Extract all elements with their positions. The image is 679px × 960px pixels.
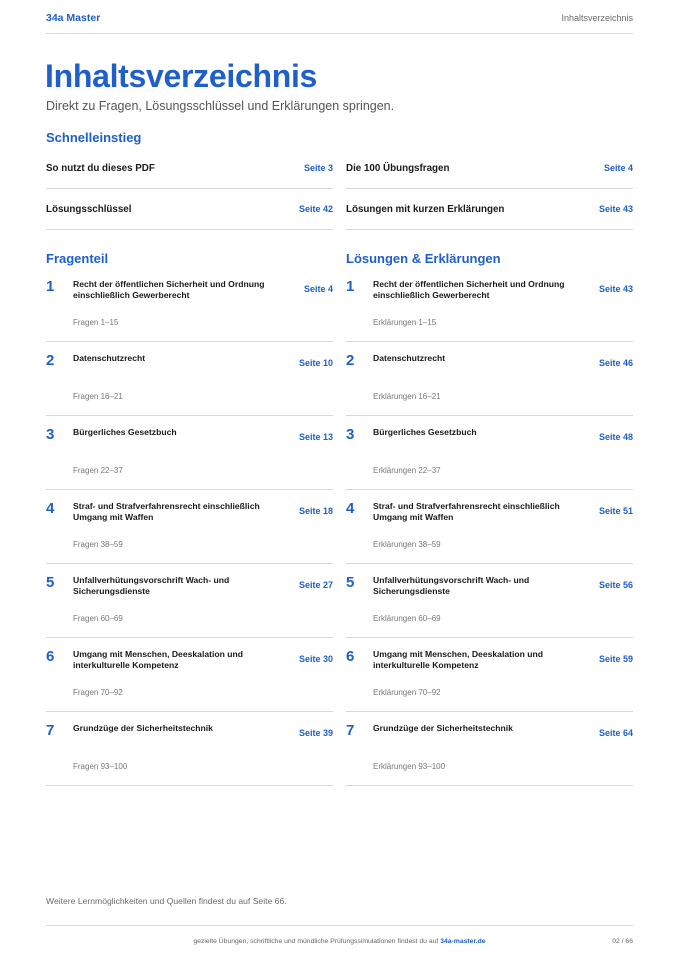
chapter-number: 6 — [346, 648, 355, 665]
chapter-number: 5 — [346, 574, 355, 591]
chapter-range: Erklärungen 93–100 — [373, 762, 446, 771]
chapter-page-link[interactable]: Seite 39 — [298, 728, 333, 738]
page-header — [46, 12, 633, 34]
fragen-heading: Fragenteil — [46, 251, 109, 266]
footer-link[interactable]: 34a-master.de — [440, 938, 486, 945]
chapter-range: Fragen 93–100 — [73, 762, 128, 771]
page-title: Inhaltsverzeichnis — [45, 58, 318, 94]
quick-link-page[interactable]: Seite 4 — [603, 163, 633, 173]
chapter-page-link[interactable]: Seite 51 — [598, 506, 633, 516]
chapter-page-link[interactable]: Seite 48 — [598, 432, 633, 442]
fragen-list — [46, 268, 333, 786]
chapter-row[interactable] — [346, 564, 633, 638]
chapter-number: 3 — [346, 426, 355, 443]
quick-link-label: So nutzt du dieses PDF — [46, 162, 155, 174]
chapter-number: 6 — [46, 648, 55, 665]
chapter-row[interactable] — [46, 268, 333, 342]
chapter-row[interactable] — [346, 342, 633, 416]
chapter-page-link[interactable]: Seite 64 — [598, 728, 633, 738]
chapter-number: 2 — [346, 352, 355, 369]
quick-link[interactable] — [46, 148, 333, 189]
loesungen-list — [346, 268, 633, 786]
chapter-page-link[interactable]: Seite 13 — [298, 432, 333, 442]
quick-link-page[interactable]: Seite 42 — [298, 204, 333, 214]
chapter-title: Recht der öffentlichen Sicherheit und Ordnung einschließlich Gewerberecht — [73, 279, 265, 300]
chapter-number: 7 — [46, 722, 55, 739]
chapter-row[interactable] — [46, 416, 333, 490]
quick-link[interactable] — [346, 189, 633, 230]
chapter-row[interactable] — [346, 416, 633, 490]
quick-link-label: Lösungsschlüssel — [46, 203, 132, 215]
quick-link-label: Die 100 Übungsfragen — [346, 162, 450, 174]
chapter-range: Fragen 60–69 — [73, 614, 123, 623]
quick-link[interactable] — [46, 189, 333, 230]
quick-heading: Schnelleinstieg — [46, 130, 142, 145]
chapter-row[interactable] — [346, 268, 633, 342]
chapter-number: 1 — [346, 278, 355, 295]
chapter-title: Recht der öffentlichen Sicherheit und Ordnung einschließlich Gewerberecht — [373, 279, 565, 300]
chapter-page-link[interactable]: Seite 18 — [298, 506, 333, 516]
page-footer — [46, 925, 633, 949]
chapter-page-link[interactable]: Seite 30 — [298, 654, 333, 664]
quick-links-left — [46, 148, 333, 230]
chapter-range: Fragen 16–21 — [73, 392, 123, 401]
chapter-row[interactable] — [46, 342, 333, 416]
footnote: Weitere Lernmöglichkeiten und Quellen findest du auf Seite 66. — [46, 896, 287, 906]
header-section-label: Inhaltsverzeichnis — [561, 13, 633, 23]
chapter-title: Bürgerliches Gesetzbuch — [373, 427, 477, 437]
quick-link-page[interactable]: Seite 3 — [303, 163, 333, 173]
chapter-title: Grundzüge der Sicherheitstechnik — [373, 723, 513, 733]
chapter-page-link[interactable]: Seite 46 — [598, 358, 633, 368]
chapter-range: Erklärungen 38–59 — [373, 540, 441, 549]
quick-link-label: Lösungen mit kurzen Erklärungen — [346, 203, 505, 215]
chapter-row[interactable] — [46, 712, 333, 786]
chapter-range: Erklärungen 60–69 — [373, 614, 441, 623]
chapter-range: Erklärungen 70–92 — [373, 688, 441, 697]
chapter-title: Datenschutzrecht — [373, 353, 446, 363]
chapter-range: Fragen 1–15 — [73, 318, 119, 327]
quick-link-page[interactable]: Seite 43 — [598, 204, 633, 214]
page-subtitle: Direkt zu Fragen, Lösungsschlüssel und Erklärungen springen. — [46, 99, 395, 113]
chapter-number: 1 — [46, 278, 55, 295]
chapter-title: Unfallverhütungsvorschrift Wach- und Sicherungsdienste — [73, 575, 230, 596]
chapter-page-link[interactable]: Seite 4 — [303, 284, 333, 294]
chapter-title: Datenschutzrecht — [73, 353, 146, 363]
chapter-range: Erklärungen 16–21 — [373, 392, 441, 401]
chapter-row[interactable] — [346, 712, 633, 786]
brand-name[interactable]: 34a Master — [46, 12, 101, 24]
chapter-row[interactable] — [346, 638, 633, 712]
quick-links-right — [346, 148, 633, 230]
chapter-page-link[interactable]: Seite 56 — [598, 580, 633, 590]
chapter-row[interactable] — [346, 490, 633, 564]
chapter-title: Umgang mit Menschen, Deeskalation und interkulturelle Kompetenz — [373, 649, 543, 670]
chapter-range: Erklärungen 1–15 — [373, 318, 437, 327]
chapter-range: Fragen 22–37 — [73, 466, 123, 475]
footer-note — [46, 938, 633, 945]
chapter-number: 4 — [46, 500, 55, 517]
chapter-number: 4 — [346, 500, 355, 517]
chapter-page-link[interactable]: Seite 27 — [298, 580, 333, 590]
chapter-number: 7 — [346, 722, 355, 739]
chapter-row[interactable] — [46, 490, 333, 564]
chapter-range: Fragen 70–92 — [73, 688, 123, 697]
chapter-title: Umgang mit Menschen, Deeskalation und interkulturelle Kompetenz — [73, 649, 243, 670]
chapter-row[interactable] — [46, 638, 333, 712]
chapter-row[interactable] — [46, 564, 333, 638]
chapter-title: Grundzüge der Sicherheitstechnik — [73, 723, 213, 733]
chapter-number: 3 — [46, 426, 55, 443]
footer-text: gezielte Übungen, schriftliche und mündliche Prüfungssimulationen findest du auf — [193, 938, 439, 945]
chapter-page-link[interactable]: Seite 10 — [298, 358, 333, 368]
quick-link[interactable] — [346, 148, 633, 189]
chapter-title: Straf- und Strafverfahrensrecht einschließlich Umgang mit Waffen — [373, 501, 560, 522]
loesungen-heading: Lösungen & Erklärungen — [346, 251, 501, 266]
chapter-title: Unfallverhütungsvorschrift Wach- und Sicherungsdienste — [373, 575, 530, 596]
chapter-number: 2 — [46, 352, 55, 369]
chapter-number: 5 — [46, 574, 55, 591]
chapter-title: Bürgerliches Gesetzbuch — [73, 427, 177, 437]
chapter-title: Straf- und Strafverfahrensrecht einschließlich Umgang mit Waffen — [73, 501, 260, 522]
chapter-range: Fragen 38–59 — [73, 540, 123, 549]
chapter-range: Erklärungen 22–37 — [373, 466, 441, 475]
page-number: 02 / 66 — [612, 938, 633, 945]
chapter-page-link[interactable]: Seite 59 — [598, 654, 633, 664]
chapter-page-link[interactable]: Seite 43 — [598, 284, 633, 294]
